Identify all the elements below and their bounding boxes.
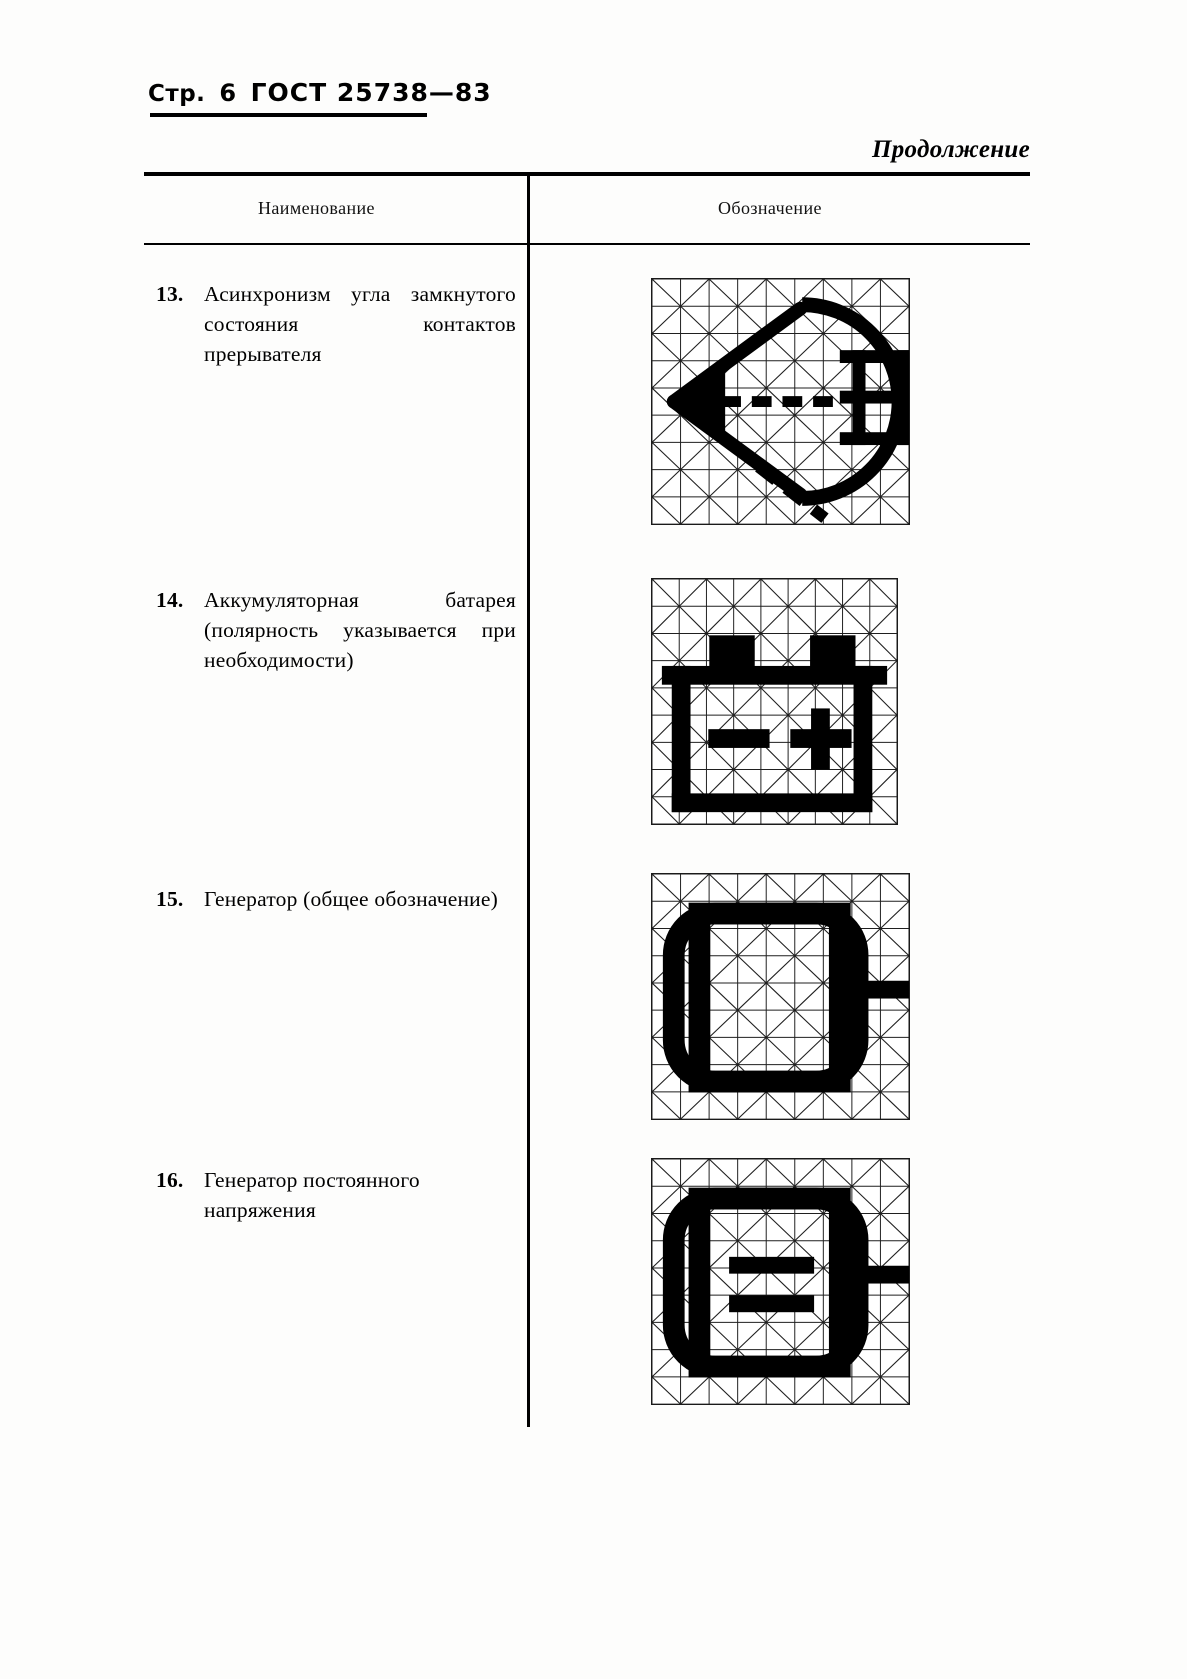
page-number: 6: [219, 79, 237, 107]
symbol-cell-15: [651, 873, 910, 1120]
page-label: Стр.: [148, 81, 206, 107]
table-header-rule: [144, 243, 1030, 245]
row-name: Аккумуляторная батарея (полярность указывается при необходимости): [204, 588, 516, 672]
row-index: 16.: [156, 1168, 184, 1192]
table-row: [156, 585, 516, 675]
column-header-symbol: Обозначение: [718, 198, 822, 218]
dc-voltage-generator-icon: [652, 1159, 909, 1404]
symbol-cell-13: [651, 278, 910, 525]
table-row: [156, 279, 516, 369]
table-column-divider: [527, 176, 530, 1427]
row-name: Генератор (общее обозначение): [204, 887, 498, 911]
header-rule: [150, 113, 427, 117]
asynchronism-dwell-angle-icon: [652, 279, 909, 524]
generator-general-icon: [652, 874, 909, 1119]
symbol-cell-14: [651, 578, 898, 825]
row-index: 15.: [156, 887, 184, 911]
table-top-rule: [144, 172, 1030, 176]
row-name: Генератор постоянного напряжения: [204, 1168, 420, 1222]
column-header-name: Наименование: [258, 198, 375, 218]
row-index: 13.: [156, 282, 184, 306]
symbol-cell-16: [651, 1158, 910, 1405]
standard-designation: ГОСТ 25738—83: [250, 78, 492, 107]
page-header: [148, 78, 492, 107]
continuation-label: Продолжение: [872, 136, 1030, 163]
storage-battery-icon: [652, 579, 897, 824]
table-row: [156, 884, 516, 914]
row-name: Асинхронизм угла замкнутого состояния контактов прерывателя: [204, 282, 516, 366]
row-index: 14.: [156, 588, 184, 612]
table-row: [156, 1165, 516, 1225]
